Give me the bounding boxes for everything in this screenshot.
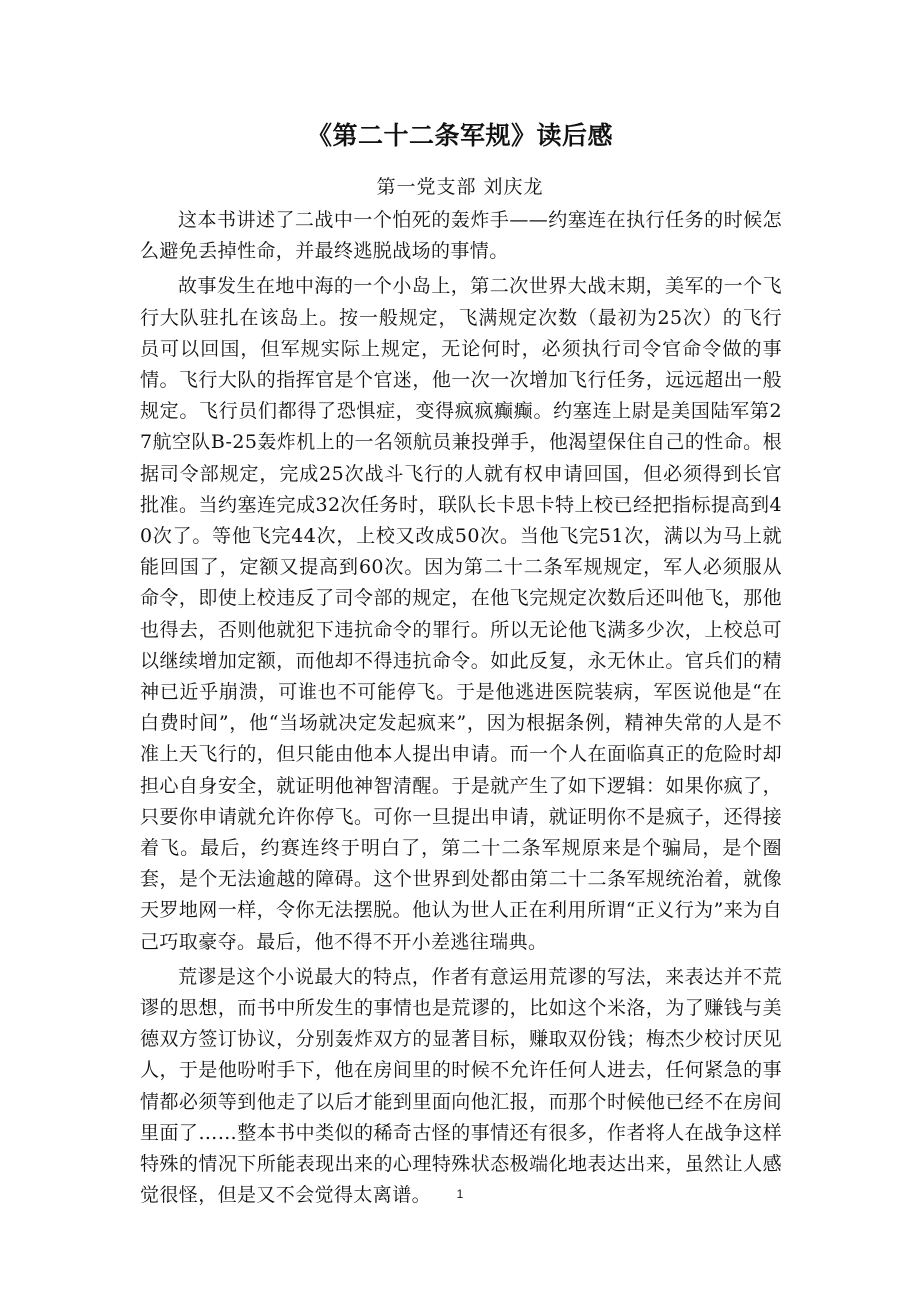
page-number: 1	[456, 1187, 464, 1201]
document-body	[140, 205, 782, 1212]
paragraph-1: 这本书讲述了二战中一个怕死的轰炸手——约塞连在执行任务的时候怎么避免丢掉性命，并最终逃脱战场的事情。	[140, 209, 782, 263]
paragraph-3: 荒谬是这个小说最大的特点，作者有意运用荒谬的写法，来表达并不荒谬的思想，而书中所发生的事情也是荒谬的，比如这个米洛，为了赚钱与美德双方签订协议，分别轰炸双方的显著目标，赚取双份钱；梅杰少校讨厌见人，于是他吩咐手下，他在房间里的时候不允许任何人进去，任何紧急的事情都必须等到他走了以后才能到里面向他汇报，而那个时候他已经不在房间里面了……整本书中类似的稀奇古怪的事情还有很多，作者将人在战争这样特殊的情况下所能表现出来的心理特殊状态极端化地表达出来，虽然让人感觉很怪，但是又不会觉得太离谱。	[140, 965, 782, 1207]
page-title: 《第二十二条军规》读后感	[306, 121, 613, 150]
paragraph-2: 故事发生在地中海的一个小岛上，第二次世界大战末期，美军的一个飞行大队驻扎在该岛上。按一般规定，飞满规定次数（最初为25次）的飞行员可以回国，但军规实际上规定，无论何时，必须执行司令官命令做的事情。飞行大队的指挥官是个官迷，他一次一次增加飞行任务，远远超出一般规定。飞行员们都得了恐惧症，变得疯疯癫癫。约塞连上尉是美国陆军第27航空队B-25轰炸机上的一名领航员兼投弹手，他渴望保住自己的性命。根据司令部规定，完成25次战斗飞行的人就有权申请回国，但必须得到长官批准。当约塞连完成32次任务时，联队长卡思卡特上校已经把指标提高到40次了。等他飞完44次，上校又改成50次。当他飞完51次，满以为马上就能回国了，定额又提高到60次。因为第二十二条军规规定，军人必须服从命令，即使上校违反了司令部的规定，在他飞完规定次数后还叫他飞，那他也得去，否则他就犯下违抗命令的罪行。所以无论他飞满多少次，上校总可以继续增加定额，而他却不得违抗命令。如此反复，永无休止。官兵们的精神已近乎崩溃，可谁也不可能停飞。于是他逃进医院装病，军医说他是“在白费时间”，他“当场就决定发起疯来”，因为根据条例，精神失常的人是不准上天飞行的，但只能由他本人提出申请。而一个人在面临真正的危险时却担心自身安全，就证明他神智清醒。于是就产生了如下逻辑：如果你疯了，只要你申请就允许你停飞。可你一旦提出申请，就证明你不是疯子，还得接着飞。最后，约赛连终于明白了，第二十二条军规原来是个骗局，是个圈套，是个无法逾越的障碍。这个世界到处都由第二十二条军规统治着，就像天罗地网一样，令你无法摆脱。他认为世人正在利用所谓“正义行为”来为自己巧取豪夺。最后，他不得不开小差逃往瑞典。	[140, 275, 782, 953]
author-line: 第一党支部 刘庆龙	[376, 176, 544, 198]
